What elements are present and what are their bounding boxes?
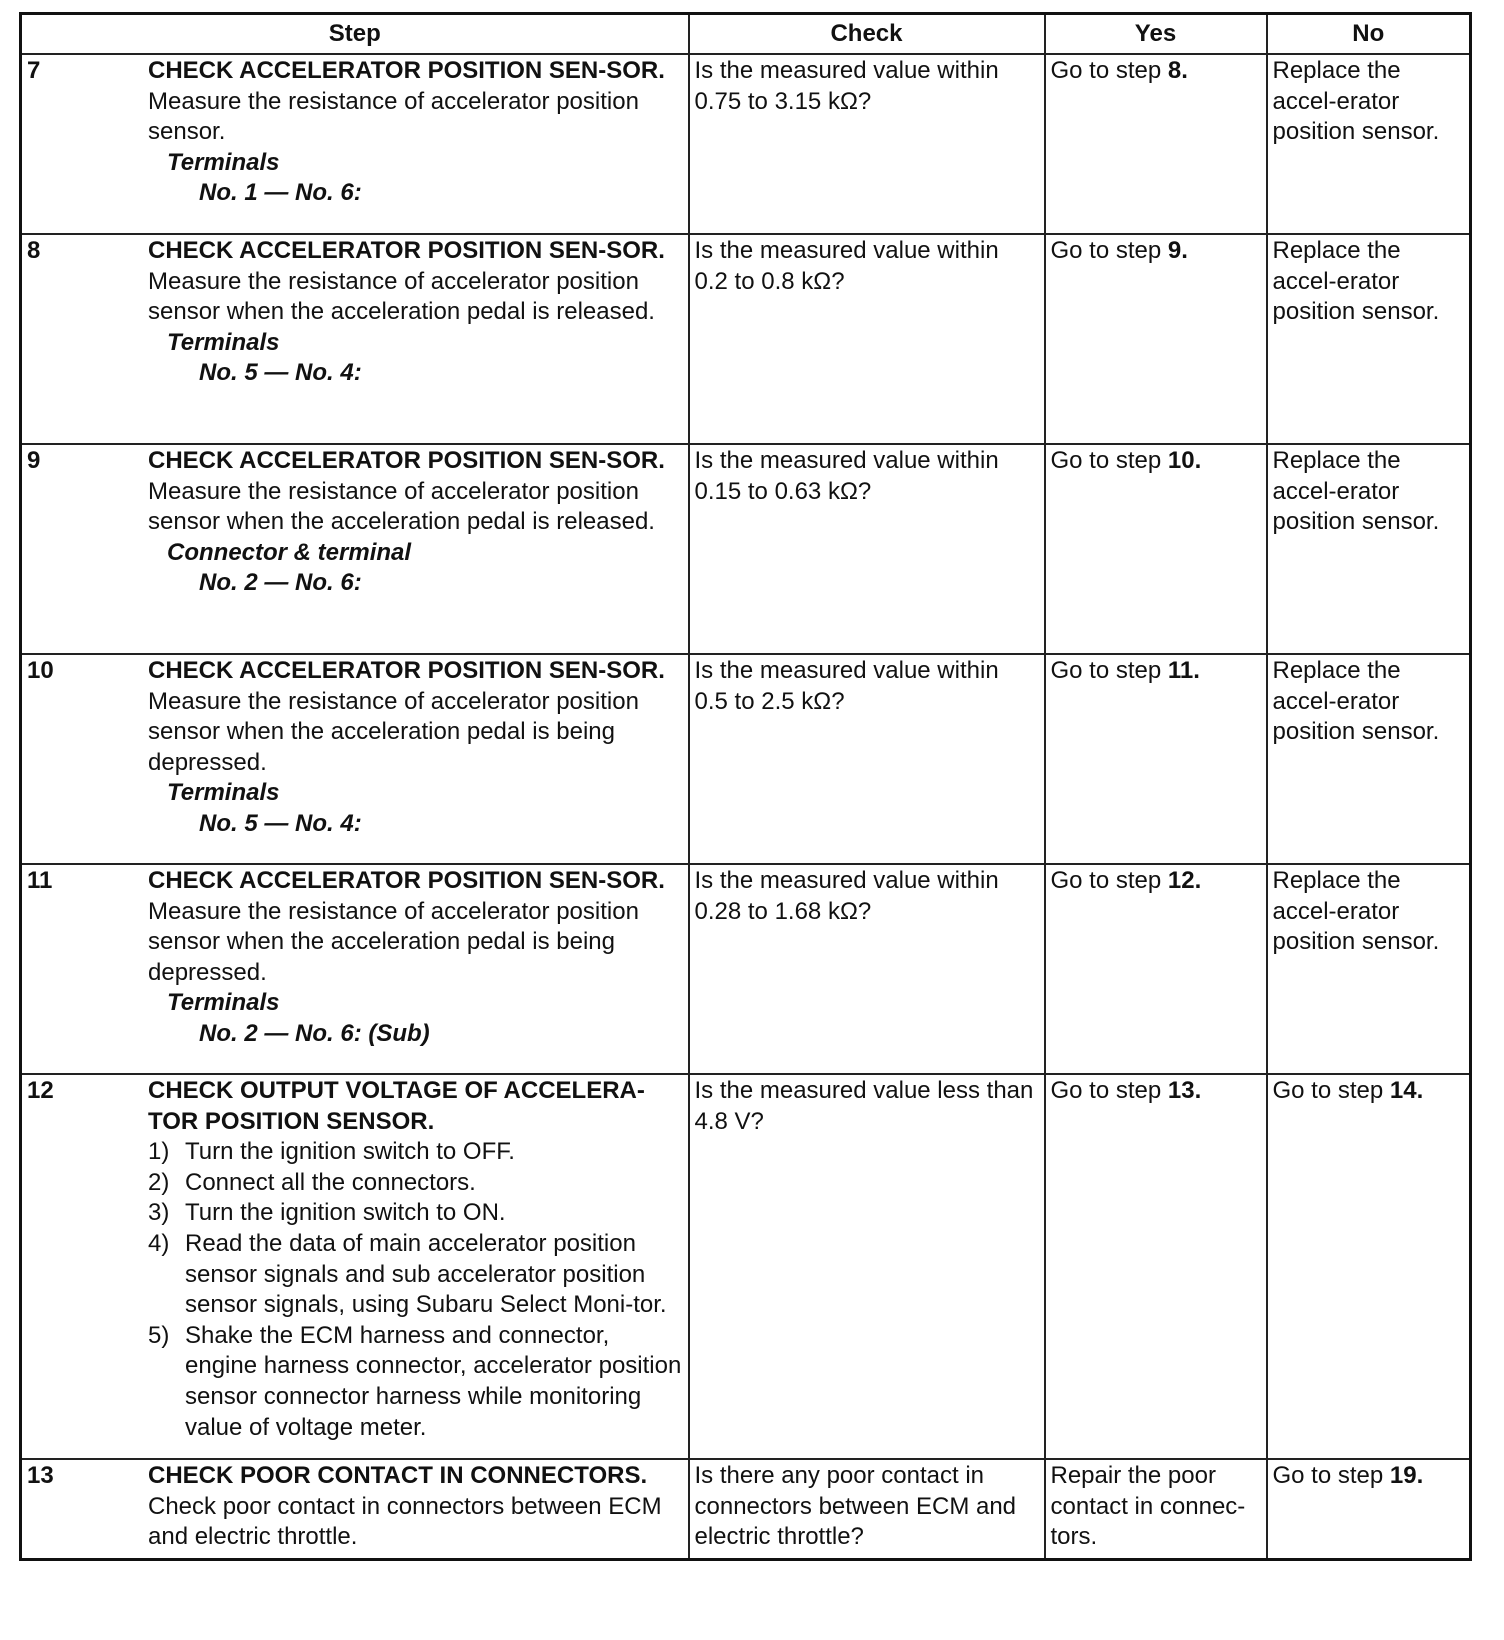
terminal-value: No. 5 — No. 4: <box>199 359 362 387</box>
yes-step-link: 12. <box>1167 867 1202 894</box>
no-prefix: Go to step <box>1272 1462 1384 1489</box>
step-title: CHECK ACCELERATOR POSITION SEN-SOR. <box>148 867 665 894</box>
no-cell: Replace the accel-erator position sensor. <box>1267 654 1471 864</box>
yes-cell <box>1045 234 1267 444</box>
yes-cell: Repair the poor contact in connec-tors. <box>1045 1459 1267 1559</box>
yes-cell <box>1045 444 1267 654</box>
yes-prefix: Go to step <box>1050 57 1162 84</box>
yes-prefix: Go to step <box>1050 1077 1162 1104</box>
step-cell <box>21 654 689 864</box>
no-step-link: 14. <box>1389 1077 1424 1104</box>
procedure-text: Turn the ignition switch to ON. <box>185 1199 506 1227</box>
terminal-label: Connector & terminal <box>167 538 412 566</box>
no-prefix: Go to step <box>1272 1077 1384 1104</box>
yes-prefix: Go to step <box>1050 447 1162 474</box>
procedure-item <box>148 1198 683 1229</box>
table-row <box>21 1459 1471 1559</box>
step-number: 7 <box>27 57 41 84</box>
header-no: No <box>1267 14 1471 55</box>
procedure-item <box>148 1168 683 1199</box>
procedure-number: 3) <box>148 1199 170 1227</box>
step-number: 9 <box>27 447 41 474</box>
yes-step-link: 13. <box>1167 1077 1202 1104</box>
check-cell: Is there any poor contact in connectors between ECM and electric throttle? <box>689 1459 1045 1559</box>
no-cell <box>1267 1459 1471 1559</box>
step-title: CHECK ACCELERATOR POSITION SEN-SOR. <box>148 57 665 84</box>
table-row <box>21 1074 1471 1459</box>
yes-prefix: Go to step <box>1050 657 1162 684</box>
step-text: Measure the resistance of accelerator position sensor when the acceleration pedal is released. <box>148 267 655 326</box>
procedure-item <box>148 1229 683 1321</box>
step-title: CHECK ACCELERATOR POSITION SEN-SOR. <box>148 657 665 684</box>
step-cell <box>21 444 689 654</box>
yes-cell <box>1045 54 1267 234</box>
step-cell <box>21 1074 689 1459</box>
terminal-value: No. 5 — No. 4: <box>199 809 362 837</box>
step-number: 13 <box>27 1462 54 1489</box>
step-title: CHECK ACCELERATOR POSITION SEN-SOR. <box>148 447 665 474</box>
terminal-label: Terminals <box>167 779 280 807</box>
procedure-item <box>148 1137 683 1168</box>
step-cell <box>21 1459 689 1559</box>
procedure-text: Shake the ECM harness and connector, engine harness connector, accelerator position sensor connector harness while monitoring value of voltage meter. <box>185 1321 682 1441</box>
yes-cell <box>1045 654 1267 864</box>
table-row <box>21 234 1471 444</box>
step-number: 8 <box>27 237 41 264</box>
procedure-number: 5) <box>148 1321 170 1349</box>
yes-step-link: 9. <box>1167 237 1188 264</box>
step-number: 10 <box>27 657 54 684</box>
step-number: 12 <box>27 1077 54 1104</box>
procedure-number: 2) <box>148 1168 170 1196</box>
no-cell: Replace the accel-erator position sensor. <box>1267 444 1471 654</box>
no-cell: Replace the accel-erator position sensor. <box>1267 864 1471 1074</box>
step-cell <box>21 234 689 444</box>
yes-step-link: 8. <box>1167 57 1188 84</box>
no-step-link: 19. <box>1389 1462 1424 1489</box>
step-text: Measure the resistance of accelerator position sensor when the acceleration pedal is released. <box>148 477 655 536</box>
terminal-label: Terminals <box>167 989 280 1017</box>
step-text: Measure the resistance of accelerator position sensor when the acceleration pedal is being depressed. <box>148 897 639 986</box>
terminal-label: Terminals <box>167 148 280 176</box>
check-cell: Is the measured value within 0.15 to 0.63 kΩ? <box>689 444 1045 654</box>
yes-cell <box>1045 1074 1267 1459</box>
header-row <box>21 14 1471 55</box>
step-cell <box>21 864 689 1074</box>
procedure-text: Turn the ignition switch to OFF. <box>185 1138 515 1166</box>
check-cell: Is the measured value within 0.5 to 2.5 kΩ? <box>689 654 1045 864</box>
step-cell <box>21 54 689 234</box>
step-text: Check poor contact in connectors between ECM and electric throttle. <box>148 1492 662 1551</box>
procedure-number: 1) <box>148 1138 170 1166</box>
step-title: CHECK ACCELERATOR POSITION SEN-SOR. <box>148 237 665 264</box>
header-check: Check <box>689 14 1045 55</box>
no-cell <box>1267 1074 1471 1459</box>
procedure-text: Read the data of main accelerator position sensor signals and sub accelerator position sensor signals, using Subaru Select Moni-tor. <box>185 1229 667 1319</box>
no-cell: Replace the accel-erator position sensor. <box>1267 234 1471 444</box>
terminal-value: No. 2 — No. 6: (Sub) <box>199 1019 430 1047</box>
terminal-value: No. 1 — No. 6: <box>199 179 362 207</box>
header-yes: Yes <box>1045 14 1267 55</box>
step-text: Measure the resistance of accelerator position sensor when the acceleration pedal is being depressed. <box>148 687 639 776</box>
yes-prefix: Go to step <box>1050 867 1162 894</box>
diagnostic-table <box>19 12 1472 1561</box>
procedure-item <box>148 1321 683 1443</box>
procedure-number: 4) <box>148 1229 170 1257</box>
check-cell: Is the measured value within 0.75 to 3.15 kΩ? <box>689 54 1045 234</box>
table-row <box>21 444 1471 654</box>
procedure-list <box>148 1137 683 1443</box>
yes-step-link: 11. <box>1167 657 1200 684</box>
no-cell: Replace the accel-erator position sensor. <box>1267 54 1471 234</box>
header-step: Step <box>21 14 689 55</box>
yes-cell <box>1045 864 1267 1074</box>
table-row <box>21 654 1471 864</box>
step-title: CHECK OUTPUT VOLTAGE OF ACCELERA-TOR POSITION SENSOR. <box>148 1077 645 1135</box>
yes-prefix: Go to step <box>1050 237 1162 264</box>
check-cell: Is the measured value within 0.28 to 1.68 kΩ? <box>689 864 1045 1074</box>
terminal-label: Terminals <box>167 328 280 356</box>
step-title: CHECK POOR CONTACT IN CONNECTORS. <box>148 1462 648 1489</box>
procedure-text: Connect all the connectors. <box>185 1168 476 1196</box>
step-text: Measure the resistance of accelerator position sensor. <box>148 87 639 146</box>
step-number: 11 <box>27 867 53 894</box>
check-cell: Is the measured value less than 4.8 V? <box>689 1074 1045 1459</box>
terminal-value: No. 2 — No. 6: <box>199 569 362 597</box>
check-cell: Is the measured value within 0.2 to 0.8 kΩ? <box>689 234 1045 444</box>
yes-step-link: 10. <box>1167 447 1202 474</box>
table-row <box>21 54 1471 234</box>
table-row <box>21 864 1471 1074</box>
